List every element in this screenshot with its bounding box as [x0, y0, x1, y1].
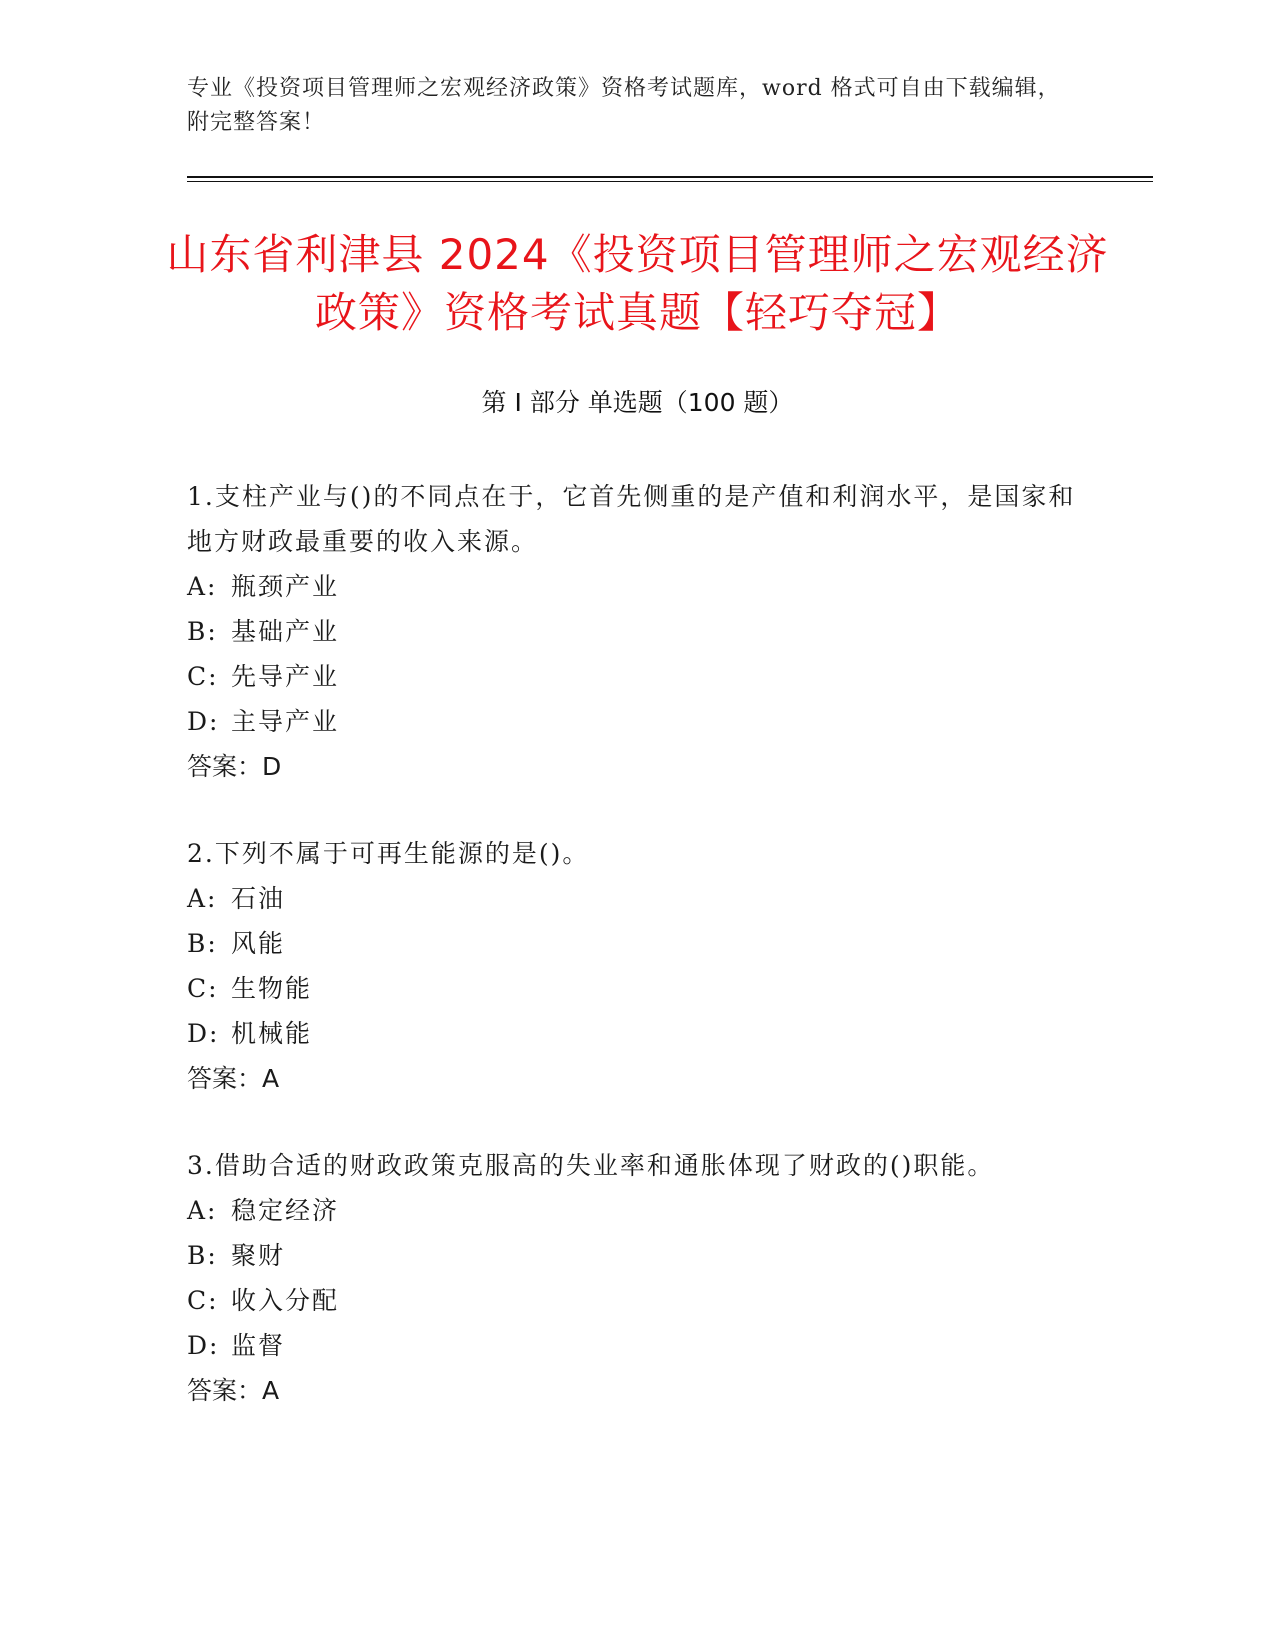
option-text: 瓶颈产业 — [231, 572, 340, 601]
option-c — [187, 1278, 1087, 1323]
option-key: C: — [187, 662, 219, 691]
option-d — [187, 1011, 1087, 1056]
option-key: C: — [187, 1286, 219, 1315]
question-stem: 2.下列不属于可再生能源的是()。 — [187, 839, 590, 868]
option-text: 稳定经济 — [231, 1196, 340, 1225]
option-text: 收入分配 — [231, 1286, 340, 1315]
answer-line: 答案：A — [187, 1064, 280, 1093]
option-key: D: — [187, 1019, 220, 1048]
answer-line: 答案：A — [187, 1376, 280, 1405]
option-key: B: — [187, 929, 218, 958]
option-text: 主导产业 — [231, 707, 340, 736]
question-list — [187, 474, 1087, 1455]
option-b — [187, 921, 1087, 966]
option-text: 监督 — [231, 1331, 286, 1360]
question-3 — [187, 1143, 1087, 1413]
question-1 — [187, 474, 1087, 789]
section-heading: 第 I 部分 单选题（100 题） — [481, 388, 794, 417]
header-divider-thin — [187, 181, 1153, 182]
option-key: A: — [187, 884, 218, 913]
option-b — [187, 1233, 1087, 1278]
option-text: 风能 — [231, 929, 286, 958]
header-divider-thick — [187, 176, 1153, 178]
option-d — [187, 699, 1087, 744]
option-text: 基础产业 — [231, 617, 340, 646]
question-stem: 1.支柱产业与()的不同点在于，它首先侧重的是产值和利润水平，是国家和地方财政最重要的收入来源。 — [187, 482, 1076, 556]
option-text: 机械能 — [231, 1019, 313, 1048]
option-key: C: — [187, 974, 219, 1003]
option-key: D: — [187, 707, 220, 736]
option-a — [187, 564, 1087, 609]
header-note: 专业《投资项目管理师之宏观经济政策》资格考试题库，word 格式可自由下载编辑，附完整答案！ — [187, 76, 1061, 135]
answer-line: 答案：D — [187, 752, 282, 781]
option-a — [187, 876, 1087, 921]
option-key: B: — [187, 617, 218, 646]
option-c — [187, 654, 1087, 699]
option-text: 石油 — [231, 884, 286, 913]
document-title: 山东省利津县 2024《投资项目管理师之宏观经济政策》资格考试真题【轻巧夺冠】 — [166, 230, 1109, 337]
option-d — [187, 1323, 1087, 1368]
option-key: A: — [187, 572, 218, 601]
option-text: 聚财 — [231, 1241, 286, 1270]
option-text: 生物能 — [231, 974, 313, 1003]
option-key: B: — [187, 1241, 218, 1270]
question-stem: 3.借助合适的财政政策克服高的失业率和通胀体现了财政的()职能。 — [187, 1151, 995, 1180]
option-a — [187, 1188, 1087, 1233]
option-text: 先导产业 — [231, 662, 340, 691]
option-key: D: — [187, 1331, 220, 1360]
option-key: A: — [187, 1196, 218, 1225]
option-c — [187, 966, 1087, 1011]
question-2 — [187, 831, 1087, 1101]
option-b — [187, 609, 1087, 654]
